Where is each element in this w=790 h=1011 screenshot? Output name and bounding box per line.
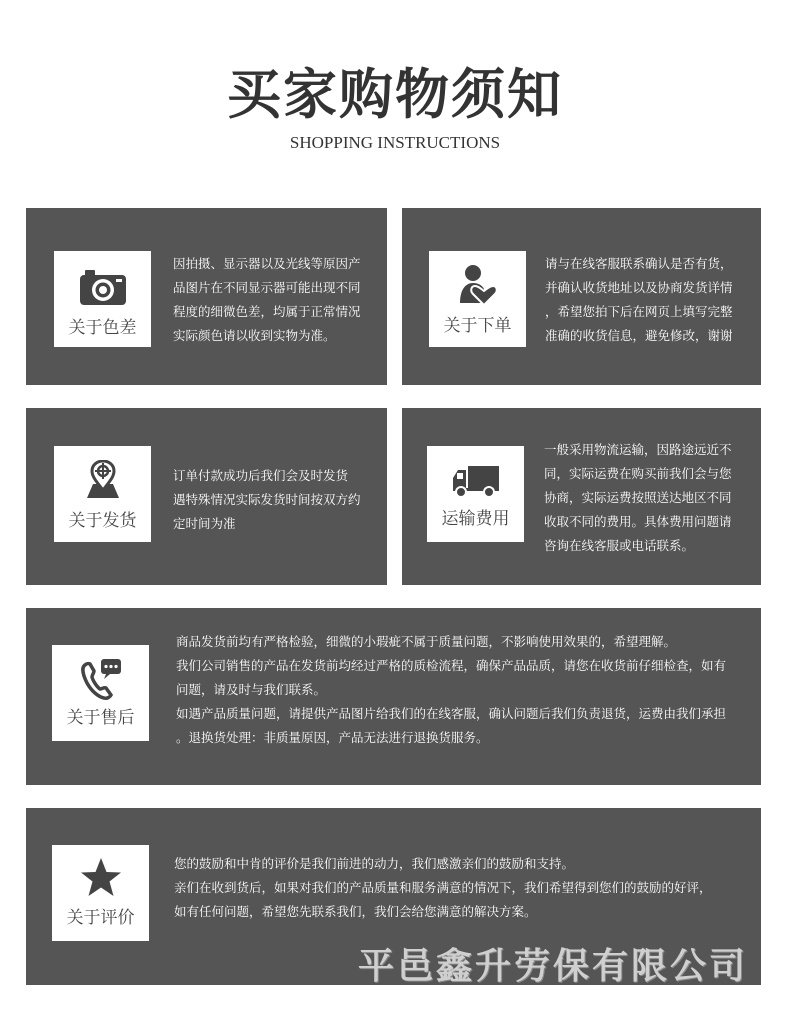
text-line: 因拍摄、显示器以及光线等原因产 <box>173 256 361 271</box>
text-line: 并确认收货地址以及协商发货详情 <box>545 280 733 295</box>
color-difference-iconbox <box>54 251 151 347</box>
shipping-iconbox <box>54 446 151 542</box>
after-sale-iconbox <box>52 645 149 741</box>
freight-text <box>544 438 732 558</box>
text-line: 请与在线客服联系确认是否有货， <box>545 256 733 271</box>
map-pin-icon <box>83 460 123 500</box>
order-label: 关于下单 <box>443 316 512 336</box>
order-text <box>545 252 733 348</box>
review-iconbox <box>52 845 149 941</box>
company-watermark: 平邑鑫升劳保有限公司 <box>357 946 748 987</box>
freight-panel <box>402 408 761 585</box>
text-line: 如有任何问题，希望您先联系我们，我们会给您满意的解决方案。 <box>174 904 537 919</box>
text-line: 您的鼓励和中肯的评价是我们前进的动力，我们感激亲们的鼓励和支持。 <box>174 856 575 871</box>
text-line: 如遇产品质量问题，请提供产品图片给我们的在线客服，确认问题后我们负责退货，运费由我们承担 <box>176 706 727 721</box>
freight-iconbox <box>427 446 524 542</box>
user-heart-icon <box>458 263 498 307</box>
text-line: 问题，请及时与我们联系。 <box>176 682 327 697</box>
order-iconbox <box>429 251 526 347</box>
text-line: 同，实际运费在购买前我们会与您 <box>544 466 732 481</box>
review-text <box>174 852 712 924</box>
truck-icon <box>451 464 501 500</box>
after-sale-panel <box>26 608 761 785</box>
text-line: 遇特殊情况实际发货时间按双方约 <box>173 492 361 507</box>
text-line: 协商，实际运费按照送达地区不同 <box>544 490 732 505</box>
after-sale-label: 关于售后 <box>66 708 135 728</box>
page-subtitle: SHOPPING INSTRUCTIONS <box>289 133 501 152</box>
text-line: 准确的收货信息，避免修改，谢谢 <box>545 328 733 343</box>
text-line: 商品发货前均有严格检验，细微的小瑕疵不属于质量问题，不影响使用效果的，希望理解。 <box>176 634 677 649</box>
phone-chat-icon <box>79 657 123 701</box>
after-sale-text <box>176 630 726 750</box>
page-title: 买家购物须知 <box>227 63 563 126</box>
shipping-label: 关于发货 <box>68 511 137 531</box>
order-panel <box>402 208 761 385</box>
text-line: ，希望您拍下后在网页上填写完整 <box>545 304 733 319</box>
camera-icon <box>78 267 128 307</box>
shipping-panel <box>26 408 387 585</box>
text-line: 品图片在不同显示器可能出现不同 <box>173 280 361 295</box>
text-line: 收取不同的费用。具体费用问题请 <box>544 514 732 529</box>
review-label: 关于评价 <box>66 908 135 928</box>
text-line: 订单付款成功后我们会及时发货 <box>173 468 349 483</box>
text-line: 咨询在线客服或电话联系。 <box>544 538 695 553</box>
shipping-text <box>173 464 361 536</box>
text-line: 实际颜色请以收到实物为准。 <box>173 328 336 343</box>
color-difference-text <box>173 252 361 348</box>
star-icon <box>79 857 123 899</box>
color-difference-label: 关于色差 <box>68 318 137 338</box>
text-line: 一般采用物流运输，因路途远近不 <box>544 442 732 457</box>
text-line: 定时间为准 <box>173 516 236 531</box>
text-line: 。退换货处理：非质量原因，产品无法进行退换货服务。 <box>176 730 489 745</box>
text-line: 程度的细微色差，均属于正常情况 <box>173 304 361 319</box>
text-line: 我们公司销售的产品在发货前均经过严格的质检流程，确保产品品质，请您在收货前仔细检查，如有 <box>176 658 727 673</box>
freight-label: 运输费用 <box>441 509 510 529</box>
color-difference-panel <box>26 208 387 385</box>
text-line: 亲们在收到货后，如果对我们的产品质量和服务满意的情况下，我们希望得到您们的鼓励的好评， <box>174 880 712 895</box>
